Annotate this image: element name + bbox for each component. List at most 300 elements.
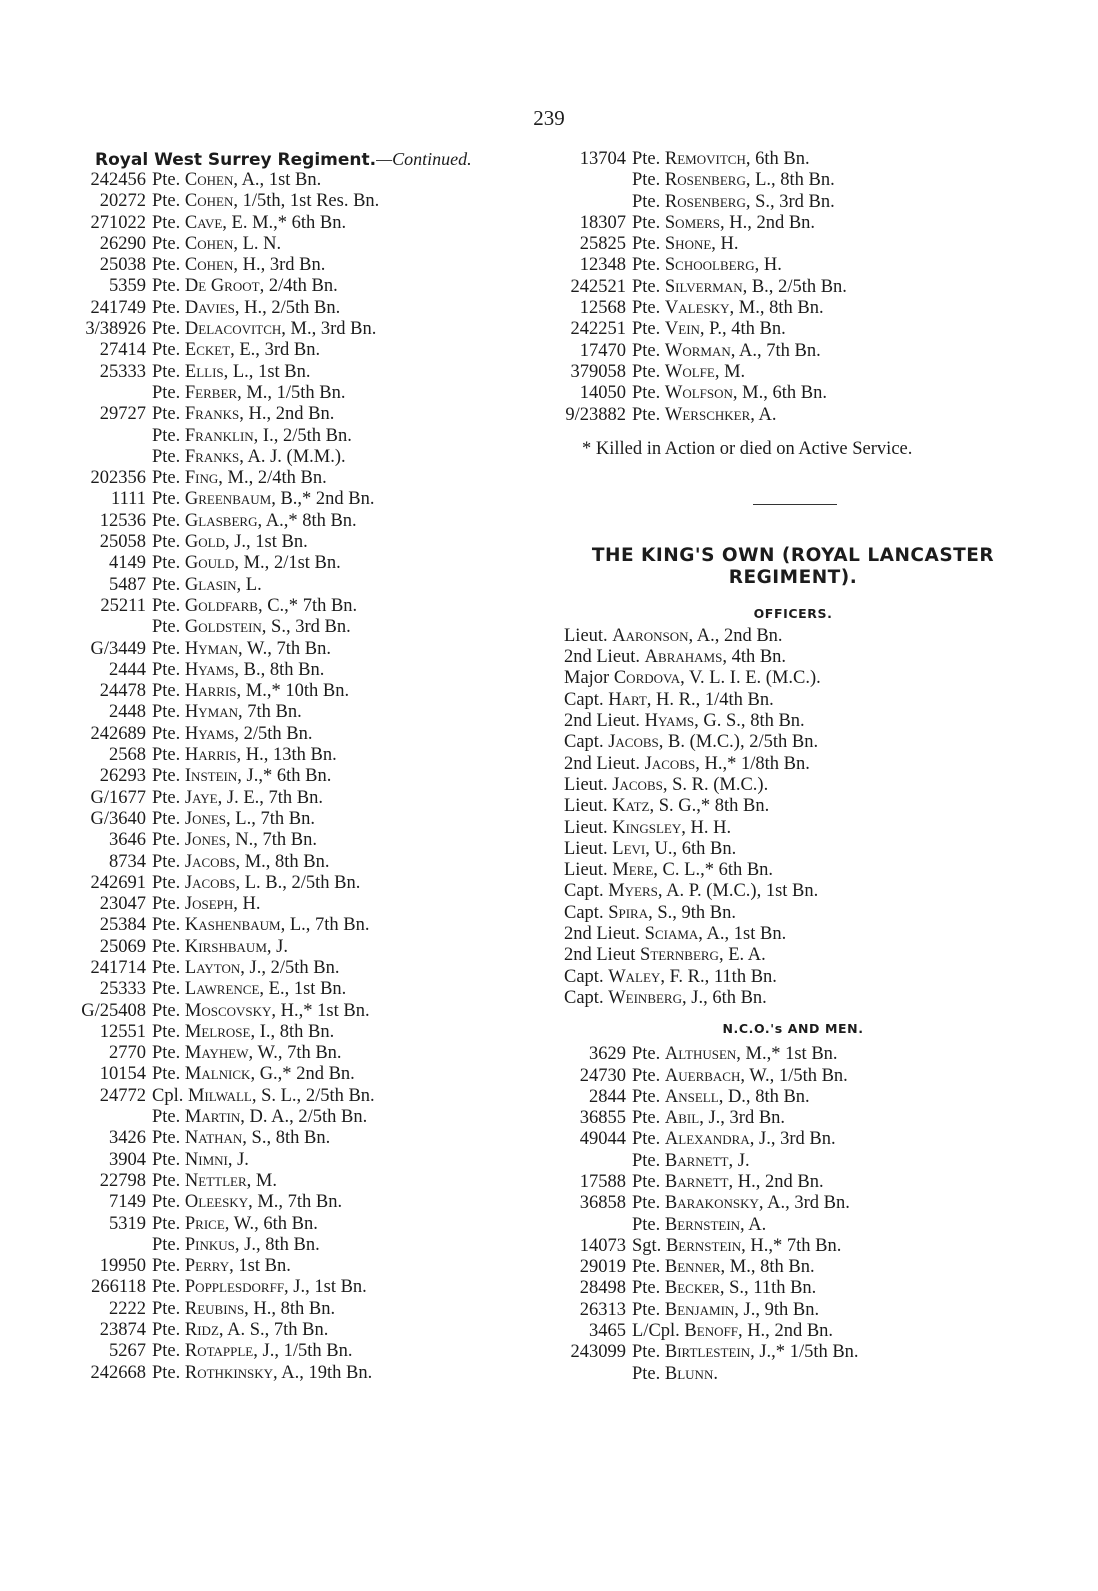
rank: Pte. [152,446,181,467]
list-item [558,255,1028,276]
surname: Barnett, J. [664,1150,750,1171]
service-number: 3/38926 [85,319,146,340]
service-number: 3646 [109,830,146,851]
surname: Jacobs, B. [608,732,685,753]
unit-detail: 8th Bn. [302,510,357,531]
rank: Pte. [152,894,181,915]
rank: 2nd Lieut. [564,753,641,774]
rank: Pte. [632,255,661,276]
service-number: 36855 [579,1108,626,1129]
list-item [68,468,538,489]
service-number: 12568 [579,298,626,319]
rank: Pte. [152,170,181,190]
service-number: 24478 [99,681,146,702]
regiment-title-line-1: THE KING'S OWN (ROYAL LANCASTER [591,544,995,566]
unit-detail: 4th Bn. [731,319,786,340]
surname: Ellis, L., [184,361,254,382]
service-number: 8734 [109,851,146,872]
surname: Cave, E. M.,* [184,212,288,233]
unit-detail: 4th Bn. [731,647,787,668]
unit-detail: 3rd Bn. [794,1193,850,1214]
rank: 2nd Lieut. [564,924,641,945]
unit-detail: 8th Bn. [760,1257,815,1278]
service-number: 25333 [99,361,146,382]
service-number: 242668 [90,1362,146,1383]
list-item [558,341,1028,362]
rank: Pte. [632,361,661,382]
surname: Martin, D. A., [184,1107,294,1128]
surname: Sternberg, E. A. [640,945,766,966]
unit-detail: 8th Bn. [750,711,805,732]
list-item [68,1192,538,1213]
unit-detail: 6th Bn. [772,383,827,404]
unit-detail: 8th Bn. [714,796,770,817]
rank: Pte. [152,808,181,829]
list-item [68,1341,538,1362]
unit-detail: 2/5th Bn. [305,1085,375,1106]
surname: Rothkinsky, A., [184,1362,304,1383]
surname: Franks, A. J. [184,446,282,467]
unit-detail: 7th Bn. [302,595,358,616]
surname: Levi, U., [612,838,678,859]
surname: Goldstein, S., [184,617,291,638]
service-number: 271022 [90,212,146,233]
surname: Harris, M.,* [184,681,281,702]
unit-detail: 6th Bn. [681,838,737,859]
rank: Pte. [152,1064,181,1085]
surname: Waley, F. R., [608,966,710,987]
list-item [558,277,1028,298]
service-number: 25038 [99,255,146,276]
list-item [558,1257,1028,1278]
surname: Oleesky, M., [184,1192,284,1213]
unit-detail: 9th Bn. [681,902,737,923]
list-item [558,1278,1028,1299]
surname: Franks, H., [184,404,272,425]
surname: Glasin, L. [184,574,262,595]
service-number: 3629 [589,1044,626,1065]
rank: Pte. [632,1363,661,1384]
rank: Pte. [152,787,181,808]
continuation-entries-list [558,149,1028,426]
list-item [68,276,538,297]
rank: Pte. [152,936,181,957]
rank: Pte. [152,1107,181,1128]
list-item [68,298,538,319]
surname: Shone, H. [664,234,739,255]
list-item [68,617,538,638]
surname: Kirshbaum, J. [184,936,288,957]
surname: Nettler, M. [184,1170,277,1191]
service-number: 2844 [589,1086,626,1107]
unit-detail: 2nd Bn. [765,1171,824,1192]
list-item [68,937,538,958]
unit-detail: 3rd Bn. [779,191,835,212]
section-divider [753,504,837,505]
rank: Pte. [152,553,181,574]
surname: Removitch, [664,149,751,169]
rank: Pte. [152,1256,181,1277]
surname: Greenbaum, B.,* [184,489,312,510]
officer-item [558,818,1028,839]
rank: Sgt. [632,1235,662,1256]
rank: 2nd Lieut. [564,711,641,732]
unit-detail: 2nd Bn. [756,212,816,233]
rank: Pte. [632,383,661,404]
surname: Sciama, A., [644,924,730,945]
list-item [68,830,538,851]
list-item [558,298,1028,319]
unit-detail: 6th Bn. [291,212,347,233]
list-item [558,1066,1028,1087]
unit-detail: 1st Bn. [785,1044,838,1065]
nco-list [558,1044,1028,1385]
surname: Spira, S., [608,902,677,923]
surname: Jacobs, S. R. [612,774,709,795]
service-number: 2448 [109,702,146,723]
service-number: 241749 [90,297,146,318]
rank: Major [564,668,610,689]
unit-detail: 7th Bn. [276,638,332,659]
surname: Rotapple, J., [184,1341,279,1362]
surname: Cohen, A., [184,170,265,190]
surname: Jaye, J. E., [184,787,264,808]
list-item [558,1364,1028,1385]
service-number: 266118 [91,1277,146,1298]
service-number: 242521 [570,276,626,297]
unit-detail: 13th Bn. [273,745,337,766]
surname: Bernstein, H.,* [665,1235,783,1256]
surname: Instein, J.,* [184,766,273,787]
surname: Worman, A., [664,340,762,361]
section-heading [68,149,538,170]
rank: Pte. [152,595,181,616]
surname: Cohen, [184,191,238,212]
service-number: 19950 [99,1256,146,1277]
surname: Perry, [184,1256,234,1277]
surname: Ansell, D., [664,1086,751,1107]
rank: Pte. [152,766,181,787]
surname: Layton, J., [184,957,266,978]
unit-detail: 11th Bn. [713,966,777,987]
surname: Althusen, M.,* [664,1044,781,1065]
rank: Pte. [152,340,181,361]
list-item [558,1151,1028,1172]
surname: Davies, H., [184,297,267,318]
surname: Benner, M., [664,1257,756,1278]
unit-detail: 7th Bn. [247,702,302,723]
rank: Pte. [152,1341,181,1362]
unit-detail: 6th Bn. [718,860,774,881]
unit-detail: 1st Bn. [733,924,787,945]
list-item [68,681,538,702]
service-number: 25825 [579,234,626,255]
service-number: 25211 [100,595,146,616]
officer-item [558,881,1028,902]
list-item [68,511,538,532]
rank: Pte. [152,1149,181,1170]
unit-detail: 6th Bn. [276,766,332,787]
unit-detail: 2/4th Bn. [268,276,338,297]
surname: Blunn. [664,1363,718,1384]
rank: Pte. [152,1170,181,1191]
unit-detail: 1/5th Bn. [276,382,346,403]
list-item [68,1064,538,1085]
service-number: 17588 [579,1171,626,1192]
rank: Lieut. [564,817,608,838]
surname: Reubins, H., [184,1298,277,1319]
rank: Pte. [152,510,181,531]
rank: Pte. [152,425,181,446]
service-number: 17470 [579,340,626,361]
unit-detail: 2nd Bn. [275,404,335,425]
unit-detail: 11th Bn. [753,1278,817,1299]
rank: Capt. [564,966,604,987]
rank: Capt. [564,987,604,1008]
surname: Moscovsky, H.,* [184,1000,313,1021]
surname: Ecket, E., [184,340,260,361]
service-number: 3904 [109,1149,146,1170]
rank: Pte. [152,702,181,723]
list-item [68,1107,538,1128]
rank: Pte. [152,489,181,510]
rank: Pte. [632,1278,661,1299]
surname: Jacobs, H.,* [644,753,737,774]
officer-item [558,967,1028,988]
list-item [558,149,1028,170]
rank: 2nd Lieut. [564,647,641,668]
rank: Pte. [152,276,181,297]
unit-detail: 7th Bn. [287,1192,343,1213]
officer-item [558,945,1028,966]
list-item [68,745,538,766]
unit-detail: 1st Bn. [268,170,322,190]
surname: Popplesdorff, J., [184,1277,310,1298]
footnote: * Killed in Action or died on Active Service. [582,438,913,459]
service-number: 14050 [579,383,626,404]
unit-detail: 1st Bn. [258,361,311,382]
rank: Lieut. [564,796,608,817]
rank: Cpl. [152,1085,184,1106]
rank: Pte. [632,1299,661,1320]
surname: Glasberg, A.,* [184,510,298,531]
list-item [558,1044,1028,1065]
service-number: 242456 [90,170,146,190]
surname: Malnick, G.,* [184,1064,292,1085]
service-number: G/3449 [90,638,146,659]
unit-detail: 2/1st Bn. [273,553,341,574]
rank: Lieut. [564,838,608,859]
unit-detail: 7th Bn. [315,915,370,936]
rank: Pte. [152,617,181,638]
list-item [68,915,538,936]
service-number: 26290 [99,233,146,254]
rank: 2nd Lieut [564,945,636,966]
officer-item [558,647,1028,668]
unit-detail: 10th Bn. [285,681,350,702]
surname: Rosenberg, S., [664,191,775,212]
list-item [68,1001,538,1022]
rank: Pte. [632,149,661,169]
rank: Pte. [632,404,661,425]
unit-detail: 2nd Bn. [774,1321,834,1342]
officer-item [558,754,1028,775]
list-item [558,1108,1028,1129]
service-number: 202356 [90,468,146,489]
surname: Werschker, A. [664,404,777,425]
unit-detail: 3rd Bn. [780,1129,836,1150]
service-number: 23047 [99,894,146,915]
unit-detail: 7th Bn. [268,787,323,808]
list-item [68,766,538,787]
service-number: 29727 [99,404,146,425]
service-number: 29019 [579,1257,626,1278]
rank: Pte. [152,957,181,978]
list-item [68,660,538,681]
officer-item [558,903,1028,924]
unit-detail: 3rd Bn. [320,319,377,340]
surname: Benjamin, J., [664,1299,760,1320]
surname: Fing, M., [184,468,254,489]
rank: Pte. [152,638,181,659]
list-item [68,1043,538,1064]
unit-detail: 2/5th Bn. [298,1107,368,1128]
rank: Pte. [152,191,181,212]
rank: Pte. [152,1000,181,1021]
list-item [68,702,538,723]
unit-detail: 8th Bn. [265,1234,320,1255]
rank: Pte. [152,255,181,276]
officer-item [558,668,1028,689]
rank: Pte. [632,276,661,297]
unit-detail: 1st Bn. [293,979,347,1000]
rank: Pte. [632,170,661,191]
surname: Kingsley, H. H. [612,817,732,838]
nco-heading: N.C.O.'s AND MEN. [722,1021,864,1037]
list-item [558,213,1028,234]
surname: Becker, S., [664,1278,749,1299]
surname: Gold, J., [184,532,251,553]
unit-detail: 7th Bn. [766,340,821,361]
list-item [558,1342,1028,1363]
unit-detail: 2nd Bn. [296,1064,355,1085]
service-number: 379058 [570,361,626,382]
list-item [68,1086,538,1107]
rank: Pte. [152,659,181,680]
surname: Bernstein, A. [664,1214,767,1235]
list-item [68,1277,538,1298]
surname: Pinkus, J., [184,1234,261,1255]
list-item [68,1214,538,1235]
list-item [558,170,1028,191]
service-number: 9/23882 [565,404,626,425]
surname: Aaronson, A., [612,625,720,646]
surname: Abrahams, [644,647,727,668]
rank: Capt. [564,881,604,902]
rank: Pte. [152,1192,181,1213]
rank: Lieut. [564,625,608,646]
unit-detail: (M.C.). [713,774,769,795]
list-item [558,405,1028,426]
unit-detail: (M.C.). [765,668,821,689]
service-number: 27414 [99,340,146,361]
unit-detail: 1/5th Bn. [283,1341,353,1362]
surname: Nimni, J. [184,1149,249,1170]
officer-item [558,775,1028,796]
rank: Pte. [632,1044,661,1065]
rank: Pte. [152,872,181,893]
list-item [68,170,538,191]
service-number: 25384 [99,915,146,936]
regiment-title-line-2: REGIMENT). [728,566,858,588]
surname: Kashenbaum, L., [184,915,311,936]
rank: Pte. [152,233,181,254]
service-number: 2222 [109,1298,146,1319]
service-number: 5319 [109,1213,146,1234]
service-number: 3426 [109,1128,146,1149]
rank: Capt. [564,902,604,923]
unit-detail: 6th Bn. [712,987,767,1008]
service-number: 243099 [570,1342,626,1363]
list-item [68,447,538,468]
officer-item [558,732,1028,753]
list-item [68,362,538,383]
unit-detail: 8th Bn. [275,851,330,872]
unit-detail: 1st Bn. [238,1256,291,1277]
regiment-title [558,545,1028,589]
list-item [558,1300,1028,1321]
surname: Benoff, H., [684,1321,770,1342]
surname: Delacovitch, M., [184,319,317,340]
surname: Jacobs, L. B., [184,872,287,893]
list-item [558,362,1028,383]
officer-item [558,839,1028,860]
right-column [558,149,1028,1385]
rank: Pte. [152,1021,181,1042]
rank: Pte. [152,851,181,872]
rank: Pte. [152,915,181,936]
service-number: 14073 [579,1235,626,1256]
surname: Jacobs, M., [184,851,271,872]
surname: Hyman, [184,702,243,723]
unit-detail: 8th Bn. [269,659,325,680]
list-item [68,788,538,809]
rank: Lieut. [564,774,608,795]
surname: Barnett, H., [664,1171,761,1192]
surname: Silverman, B., [664,276,774,297]
unit-detail: 9th Bn. [764,1299,820,1320]
list-item [68,255,538,276]
list-item [68,575,538,596]
unit-detail: 8th Bn. [280,1298,336,1319]
service-number: 7149 [109,1192,146,1213]
list-item [68,979,538,1000]
list-item [558,234,1028,255]
unit-detail: (M.C.), 1st Bn. [706,881,819,902]
service-number: 5487 [109,574,146,595]
unit-detail: 8th Bn. [755,1086,810,1107]
rank: Pte. [632,1193,661,1214]
rank: Lieut. [564,860,608,881]
surname: Price, W., [184,1213,259,1234]
service-number: 12536 [99,510,146,531]
officer-item [558,988,1028,1009]
list-item [68,1022,538,1043]
list-item [558,1129,1028,1150]
officers-list [558,626,1028,1009]
rank: Pte. [632,319,661,340]
list-item [68,383,538,404]
